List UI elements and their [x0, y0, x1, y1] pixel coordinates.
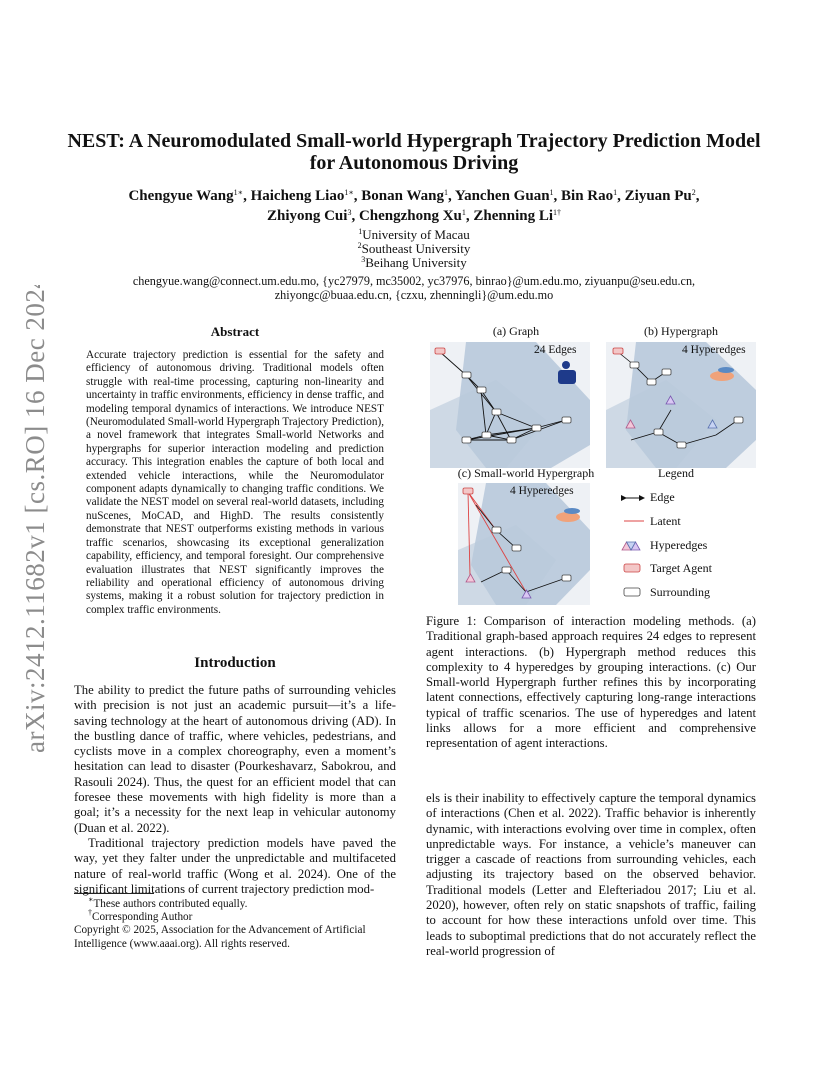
- panel-a-title: (a) Graph: [492, 324, 540, 338]
- emails-line-2: zhiyongc@buaa.edu.cn, {czxu, zhenningli}@um.edu.mo: [274, 288, 554, 302]
- author: Ziyuan Pu$^2$: [624, 188, 696, 204]
- intro-paragraph-2: Traditional trajectory prediction models have paved the way, yet they falter under the unpredictable and multifaceted nature of real-world traffic (Wong et al. 2024). One of the significant limitations of current trajectory prediction mod-: [74, 835, 396, 896]
- abstract-text: Accurate trajectory prediction is essential for the safety and efficiency of autonomous driving. Traditional models often struggle with real-time processing, capturing non-linearity and uncertainty in traffic environments, efficiency in dense traffic, and modeling temporal dynamics of interactions. We introduce NEST (Neuromodulated Small-world Hypergraph Trajectory Prediction), a novel framework that integrates Small-world Networks and hypergraphs for superior interaction modeling and prediction accuracy. This integration enables the capture of both local and extended vehicle interactions, while the Neuromodulator component adapts dynamically to changing traffic conditions. We validate the NEST model on several real-world datasets, including nuScenes, MoCAD, and HighD. The results consistently demonstrate that NEST outperforms existing methods in various traffic scenarios, showcasing its exceptional generalization capability, efficiency, and temporal foresight. Our comprehensive evaluation illustrates that NEST significantly improves the reliability and operational efficiency of autonomous driving systems, making it a robust solution for trajectory prediction in complex traffic environments.: [86, 349, 384, 616]
- author: Yanchen Guan$^1$: [454, 188, 554, 204]
- author-list: Chengyue Wang$^{1∗}$, Haicheng Liao$^{1∗}$, Bonan Wang$^1$, Yanchen Guan$^1$, Bin Rao$^1$, Ziyuan Pu$^2$, Zhiyong Cui$^3$, Chengzhong Xu$^1$, Zhenning $Li^{1\dagger}$: [128, 188, 700, 224]
- author: Chengyue Wang$^{1∗}$: [128, 188, 244, 204]
- intro-paragraph-3: els is their inability to effectively capture the temporal dynamics of interactions (Chen et al. 2022). Traffic behavior is inherently dynamic, with interactions evolving over time in complex, often unpredictable ways. For instance, a vehicle’s maneuver can trigger a cascade of reactions from surrounding vehicles, each adjusting its trajectory based on the observed behavior. Traditional models (Letter and Elefteriadou 2017; Liu et al. 2020), however, often rely on static snapshots of traffic, failing to account for how these interactions unfold over time. This leads to suboptimal predictions that do not accurately reflect the real-world progression of: [426, 791, 756, 958]
- introduction-heading: Introduction: [194, 655, 276, 671]
- affiliations: [70, 228, 758, 270]
- panel-c-title: (c) Small-world Hypergraph: [457, 466, 595, 480]
- panel-a-graph: [430, 342, 590, 468]
- paper-title: [60, 130, 768, 174]
- arxiv-id: arXiv:2412.11682v1 [cs.RO] 16 Dec 2024: [20, 285, 50, 753]
- legend-symbols: [622, 498, 644, 596]
- intro-paragraph-1: The ability to predict the future paths of surrounding vehicles with precision is not just an academic pursuit—it’s a life-saving technology at the heart of autonomous driving (AD). In the bustling dance of traffic, where vehicles, pedestrians, and cyclists move in a complex choreography, even a moment’s hesitation can lead to disaster (Pourkeshavarz, Sabokrou, and Rasouli 2024). Thus, the quest for an efficient model that can foresee these movements with high fidelity is more than a goal; it’s a necessity for the next leap in vehicular autonomy (Duan et al. 2022).: [74, 683, 396, 835]
- copyright-notice: Copyright © 2025, Association for the Advancement of Artificial Intelligence (www.aaai.org). All rights reserved.: [74, 924, 366, 950]
- author: Bonan Wang$^1$: [361, 188, 448, 204]
- footnote-rule: [74, 893, 154, 894]
- legend-item-edge: Edge: [650, 490, 675, 504]
- panel-c-small-world-hypergraph: [458, 483, 590, 605]
- intro-right-column: [426, 791, 756, 959]
- legend-title: Legend: [658, 466, 694, 480]
- legend-item-hyperedges: Hyperedges: [650, 538, 708, 552]
- author: Haicheng Liao$^{1∗}$: [250, 188, 354, 204]
- footnotes: [74, 895, 396, 951]
- panel-a-count-label: 24 Edges: [534, 344, 577, 356]
- author: Zhiyong Cui$^3$: [266, 208, 352, 224]
- panel-c-count-label: 4 Hyperedges: [510, 485, 574, 497]
- title-line-1: NEST: A Neuromodulated Small-world Hypergraph Trajectory Prediction Model: [67, 130, 761, 152]
- legend-item-latent: Latent: [650, 514, 681, 528]
- footnote-corresponding: †Corresponding Author: [88, 908, 193, 924]
- panel-b-count-label: 4 Hyperedges: [682, 344, 746, 356]
- affiliation: $^1$University of Macau: [358, 227, 470, 242]
- panel-b-title: (b) Hypergraph: [643, 324, 719, 338]
- footnote-equal: ∗These authors contributed equally.: [88, 895, 248, 910]
- title-line-2: for Autonomous Driving: [309, 152, 519, 174]
- panel-b-hypergraph: [606, 342, 756, 468]
- emails-line-1: chengyue.wang@connect.um.edu.mo, {yc27979, mc35002, yc37976, binrao}@um.edu.mo, ziyuanpu@seu.edu.cn,: [132, 274, 696, 288]
- affiliation: $^2$Southeast University: [357, 241, 471, 256]
- figure-1-caption: Figure 1: Comparison of interaction modeling methods. (a) Traditional graph-based approach requires 24 edges to represent agent interactions. (b) Hypergraph method reduces this complexity to 4 hyperedges by grouping interactions. (c) Our Small-world Hypergraph further refines this by incorporating latent connections, effectively capturing long-range interactions typical of traffic scenarios. The use of hyperedges and latent links allows for a more efficient and comprehensive representation of agent interactions.: [426, 614, 756, 751]
- figure-1: [426, 320, 756, 610]
- author: Bin Rao$^1$: [561, 188, 618, 204]
- emails: [70, 274, 758, 302]
- abstract-heading: Abstract: [210, 324, 260, 339]
- legend-item-surrounding: Surrounding: [650, 585, 710, 599]
- intro-left-column: [74, 683, 396, 897]
- legend-item-target-agent: Target Agent: [650, 561, 712, 575]
- affiliation: $^3$Beihang University: [361, 255, 467, 270]
- author: Chengzhong Xu$^1$: [358, 208, 466, 224]
- arxiv-stamp: [14, 285, 50, 755]
- author: Zhenning $Li^{1\dagger}$: [473, 208, 562, 224]
